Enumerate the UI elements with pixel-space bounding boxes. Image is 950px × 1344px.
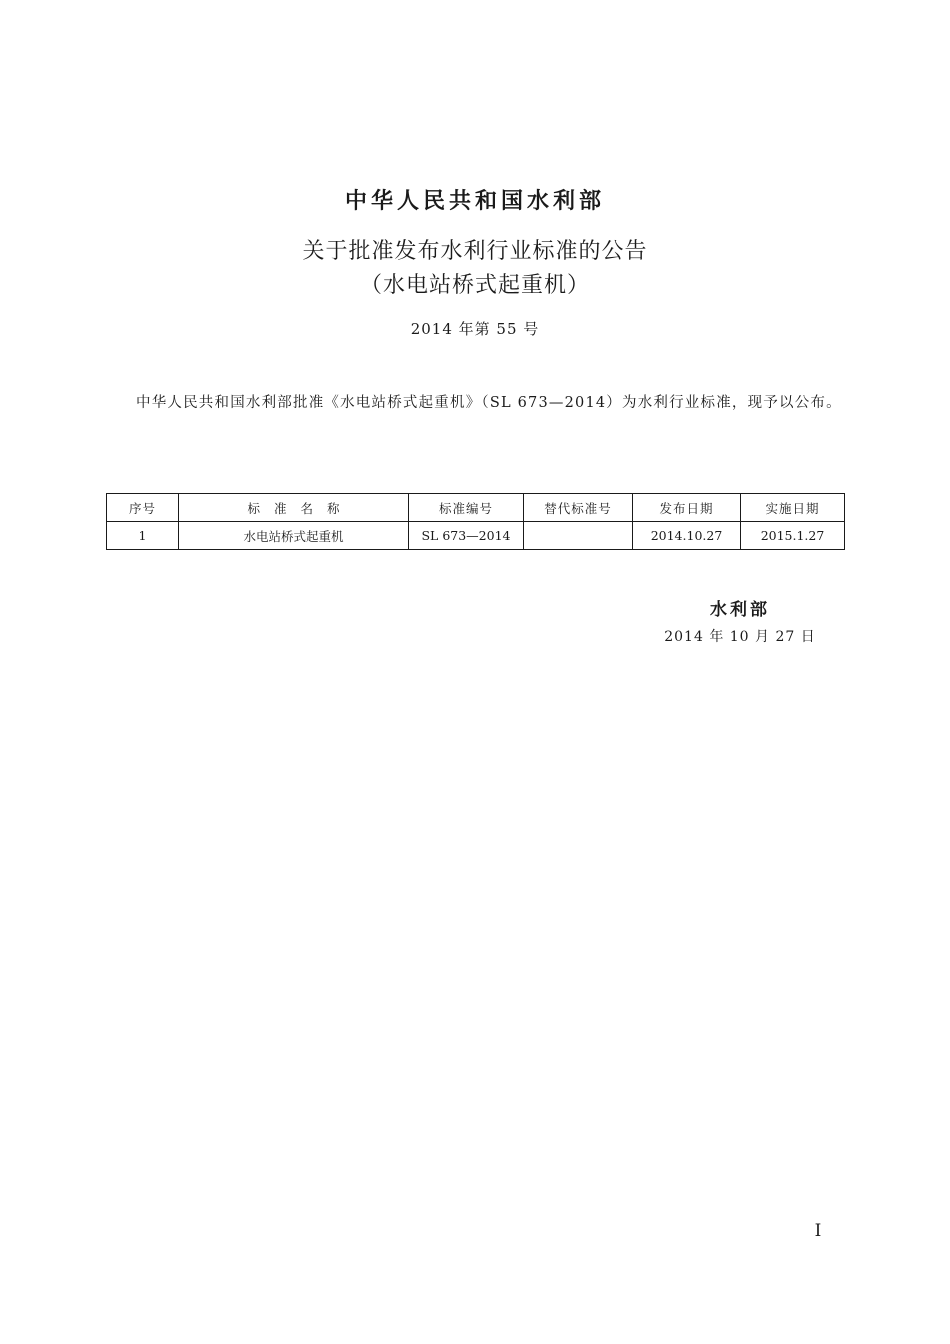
cell-standard-name: 水电站桥式起重机 — [179, 522, 409, 550]
notice-subtitle: （水电站桥式起重机） — [359, 273, 590, 298]
cell-standard-code: SL 673—2014 — [409, 522, 524, 550]
header-cell-standard-code: 标准编号 — [409, 494, 524, 522]
notice-body: 中华人民共和国水利部批准《水电站桥式起重机》（SL 673—2014）为水利行业标准，现予以公布。 — [136, 395, 842, 411]
header-cell-effective-date: 实施日期 — [741, 494, 845, 522]
notice-number: 2014 年第 55 号 — [410, 320, 540, 338]
table-row — [107, 522, 845, 550]
cell-serial: 1 — [107, 522, 179, 550]
signature-issuer: 水利部 — [710, 600, 770, 620]
notice-title: 关于批准发布水利行业标准的公告 — [302, 239, 648, 264]
header-cell-standard-name: 标准名称 — [179, 494, 409, 522]
cell-replaced-code — [524, 522, 633, 550]
cell-release-date: 2014.10.27 — [633, 522, 741, 550]
signature-date: 2014 年 10 月 27 日 — [664, 629, 816, 645]
standards-table — [106, 493, 845, 550]
issuing-organization: 中华人民共和国水利部 — [344, 189, 605, 214]
table-header-row — [107, 494, 845, 522]
page-number: I — [814, 1221, 822, 1241]
header-cell-serial: 序号 — [107, 494, 179, 522]
header-cell-release-date: 发布日期 — [633, 494, 741, 522]
header-cell-replaced-code: 替代标准号 — [524, 494, 633, 522]
cell-effective-date: 2015.1.27 — [741, 522, 845, 550]
